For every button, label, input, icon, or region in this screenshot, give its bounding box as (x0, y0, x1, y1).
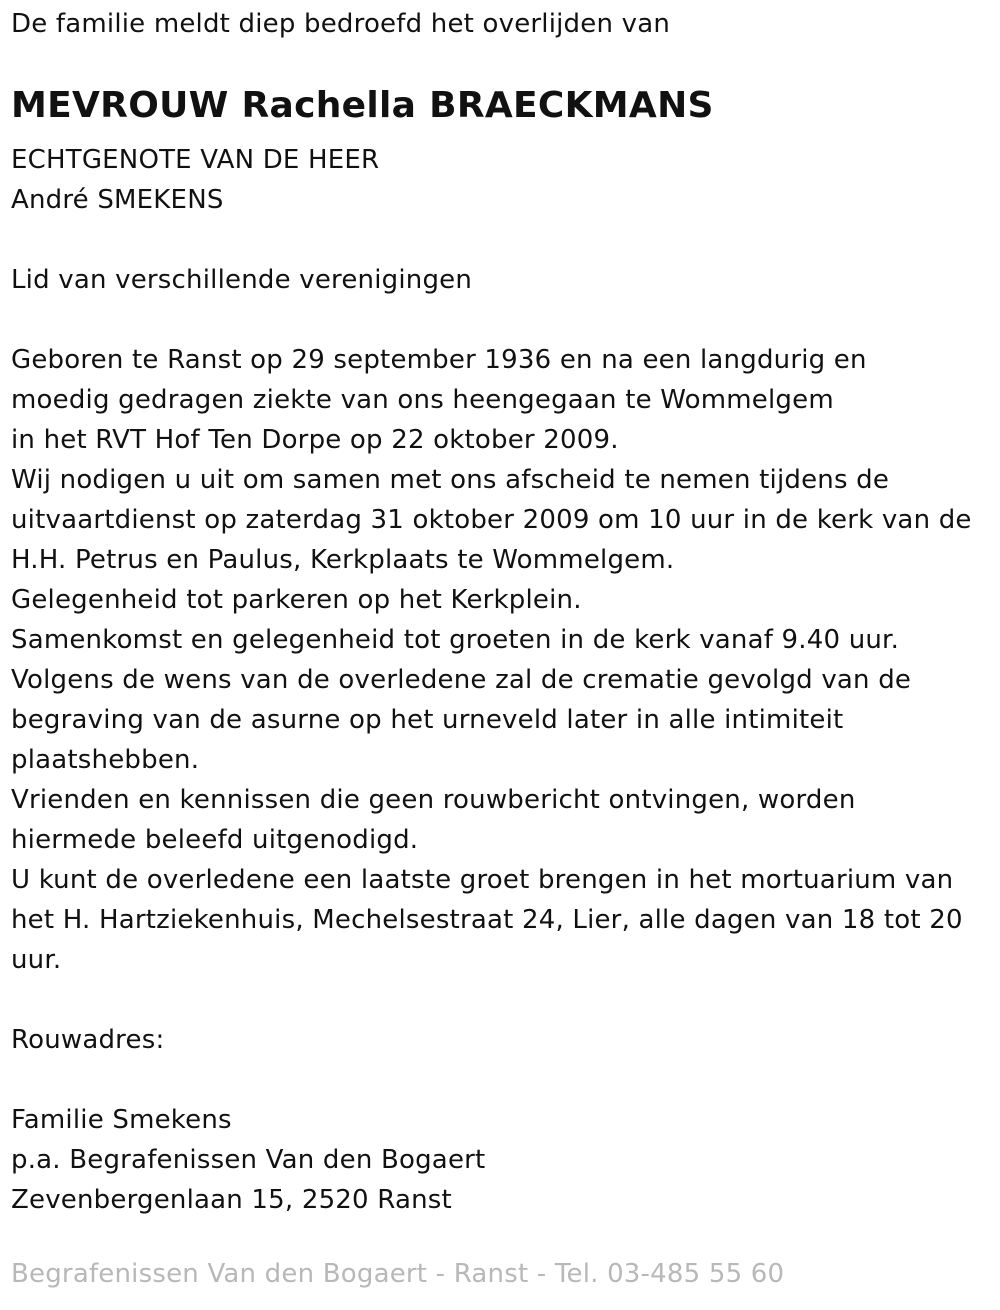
body-line: het H. Hartziekenhuis, Mechelsestraat 24, Lier, alle dagen van 18 tot 20 (11, 905, 963, 935)
body-line: H.H. Petrus en Paulus, Kerkplaats te Wommelgem. (11, 545, 675, 575)
funeral-home-footer: Begrafenissen Van den Bogaert - Ranst - Tel. 03-485 55 60 (11, 1259, 785, 1289)
deceased-name: MEVROUW Rachella BRAECKMANS (11, 85, 714, 126)
spacer (11, 980, 991, 1020)
obituary-notice (11, 0, 991, 1220)
spouse-label: ECHTGENOTE VAN DE HEER (11, 145, 380, 175)
address-line: Familie Smekens (11, 1105, 232, 1135)
intro-text: De familie meldt diep bedroefd het overlijden van (11, 9, 671, 39)
body-line: Vrienden en kennissen die geen rouwbericht ontvingen, worden (11, 785, 856, 815)
body-line: Gelegenheid tot parkeren op het Kerkplein. (11, 585, 582, 615)
body-line: begraving van de asurne op het urneveld later in alle intimiteit (11, 705, 844, 735)
body-line: uitvaartdienst op zaterdag 31 oktober 2009 om 10 uur in de kerk van de (11, 505, 972, 535)
body-line: moedig gedragen ziekte van ons heengegaan te Wommelgem (11, 385, 834, 415)
spacer (11, 300, 991, 340)
body-line: Wij nodigen u uit om samen met ons afscheid te nemen tijdens de (11, 465, 890, 495)
address-line: Zevenbergenlaan 15, 2520 Ranst (11, 1185, 452, 1215)
body-line: plaatshebben. (11, 745, 200, 775)
spouse-name: André SMEKENS (11, 185, 224, 215)
body-line: in het RVT Hof Ten Dorpe op 22 oktober 2009. (11, 425, 619, 455)
body-line: U kunt de overledene een laatste groet brengen in het mortuarium van (11, 865, 954, 895)
membership-text: Lid van verschillende verenigingen (11, 265, 473, 295)
spacer (11, 220, 991, 260)
body-line: Geboren te Ranst op 29 september 1936 en na een langdurig en (11, 345, 867, 375)
spacer (11, 1060, 991, 1100)
body-line: uur. (11, 945, 62, 975)
notice-body (11, 340, 991, 980)
mourning-address (11, 1100, 991, 1220)
body-line: Samenkomst en gelegenheid tot groeten in de kerk vanaf 9.40 uur. (11, 625, 900, 655)
body-line: Volgens de wens van de overledene zal de crematie gevolgd van de (11, 665, 912, 695)
address-label: Rouwadres: (11, 1025, 165, 1055)
address-line: p.a. Begrafenissen Van den Bogaert (11, 1145, 486, 1175)
body-line: hiermede beleefd uitgenodigd. (11, 825, 419, 855)
